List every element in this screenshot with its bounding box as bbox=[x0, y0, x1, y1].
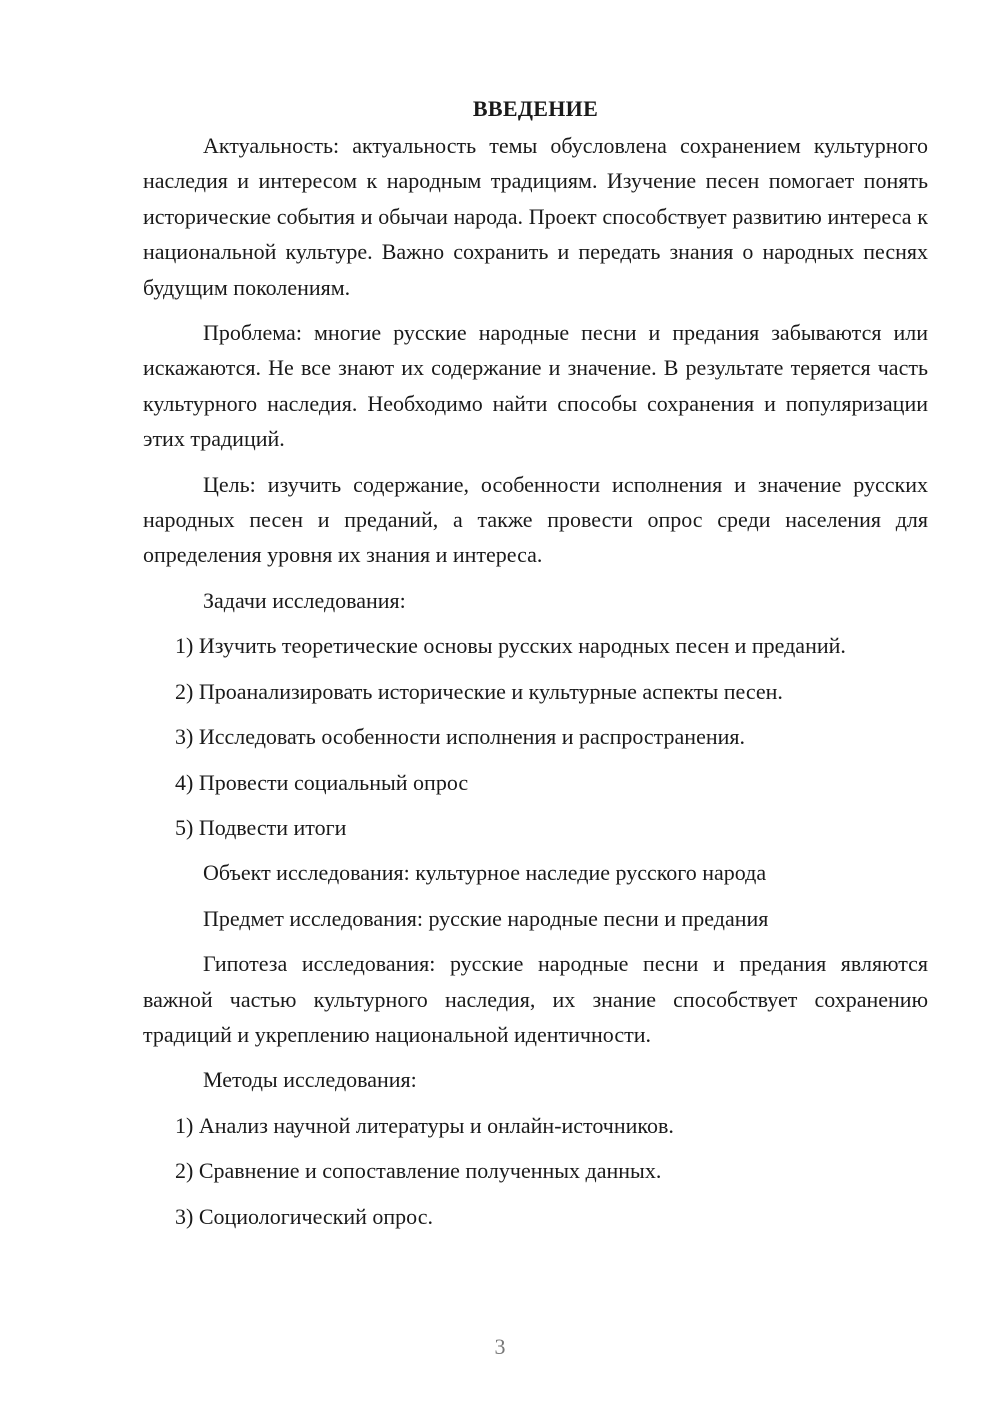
problem-paragraph: Проблема: многие русские народные песни и предания забываются или искажаются. Не все знают их содержание и значение. В результате теряется часть культурного наследия. Необходимо найти способы сохранения и популяризации этих традиций. bbox=[143, 320, 928, 452]
list-item: 2) Сравнение и сопоставление полученных данных. bbox=[175, 1158, 662, 1184]
list-item: 3) Социологический опрос. bbox=[175, 1203, 433, 1229]
page-number: 3 bbox=[494, 1334, 506, 1359]
list-item: 5) Подвести итоги bbox=[175, 814, 347, 840]
research-subject: Предмет исследования: русские народные песни и предания bbox=[203, 905, 769, 931]
methods-list bbox=[143, 1108, 928, 1234]
research-object: Объект исследования: культурное наследие русского народа bbox=[203, 860, 767, 886]
goal-paragraph: Цель: изучить содержание, особенности исполнения и значение русских народных песен и преданий, а также провести опрос среди населения для определения уровня их знания и интереса. bbox=[143, 471, 928, 568]
list-item: 4) Провести социальный опрос bbox=[175, 769, 469, 795]
relevance-paragraph: Актуальность: актуальность темы обусловлена сохранением культурного наследия и интересом к народным традициям. Изучение песен помогает понять исторические события и обычаи народа. Проект способствует развитию интереса к национальной культуре. Важно сохранить и передать знания о народных песнях будущим поколениям. bbox=[143, 133, 928, 300]
list-item: 1) Изучить теоретические основы русских народных песен и преданий. bbox=[175, 633, 846, 659]
page-title: ВВЕДЕНИЕ bbox=[472, 96, 599, 121]
document-page bbox=[143, 92, 928, 1244]
list-item: 1) Анализ научной литературы и онлайн-источников. bbox=[175, 1112, 674, 1138]
list-item: 2) Проанализировать исторические и культурные аспекты песен. bbox=[175, 678, 783, 704]
list-item: 3) Исследовать особенности исполнения и распространения. bbox=[175, 724, 746, 750]
methods-heading: Методы исследования: bbox=[203, 1067, 417, 1093]
hypothesis-paragraph: Гипотеза исследования: русские народные песни и предания являются важной частью культурного наследия, их знание способствует сохранению традиций и укреплению национальной идентичности. bbox=[143, 951, 928, 1047]
tasks-heading: Задачи исследования: bbox=[203, 587, 406, 613]
tasks-list bbox=[143, 628, 928, 845]
